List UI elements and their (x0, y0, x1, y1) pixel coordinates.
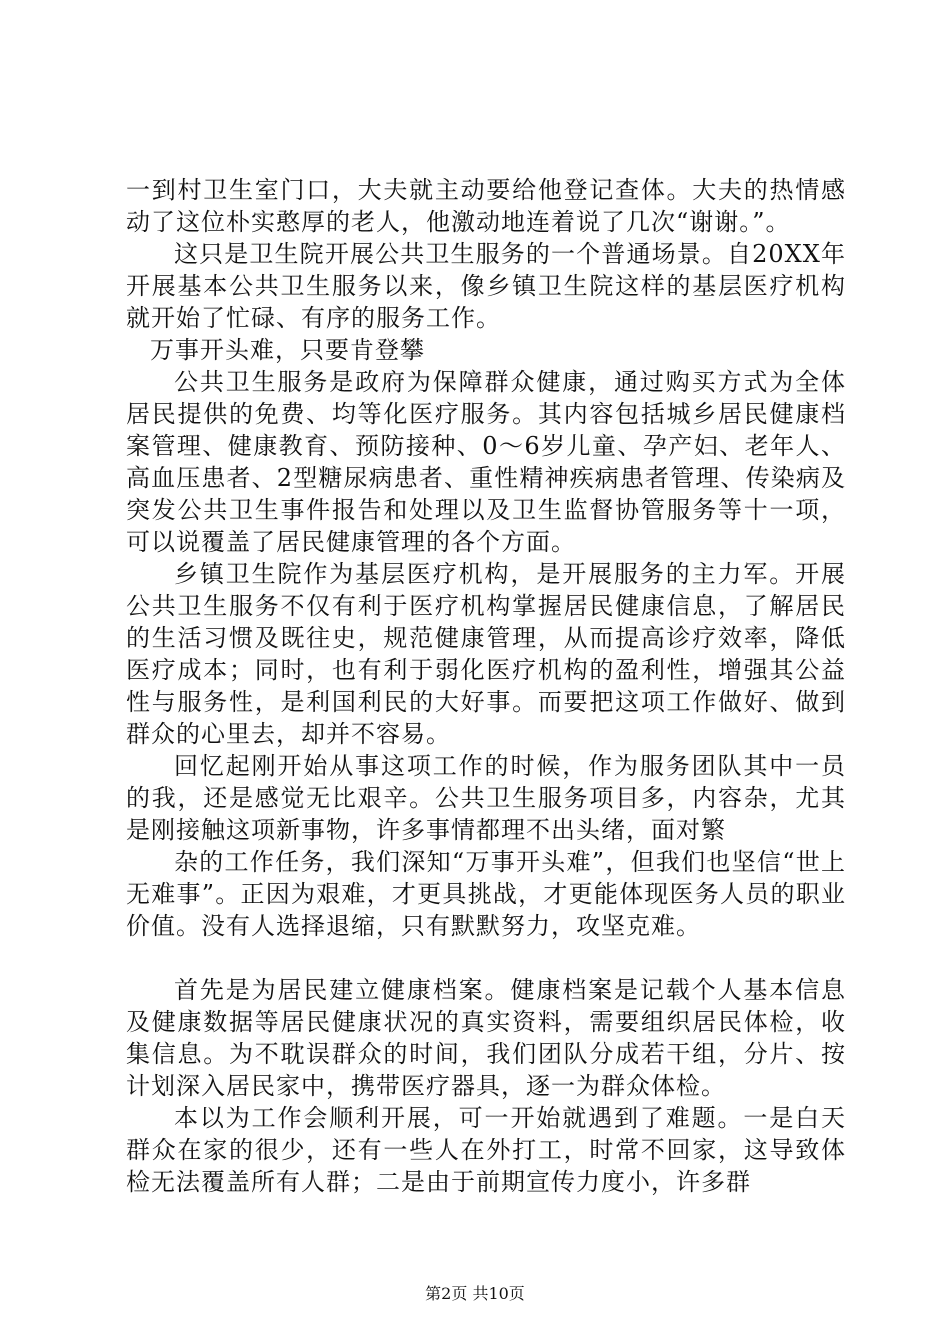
paragraph-3: 公共卫生服务是政府为保障群众健康，通过购买方式为全体居民提供的免费、均等化医疗服务。其内容包括城乡居民健康档案管理、健康教育、预防接种、0～6岁儿童、孕产妇、老年人、高血压患者、2型糖尿病患者、重性精神疾病患者管理、传染病及突发公共卫生事件报告和处理以及卫生监督协管服务等十一项，可以说覆盖了居民健康管理的各个方面。 (126, 368, 846, 556)
paragraph-7: 首先是为居民建立健康档案。健康档案是记载个人基本信息及健康数据等居民健康状况的真实资料，需要组织居民体检，收集信息。为不耽误群众的时间，我们团队分成若干组，分片、按计划深入居民家中，携带医疗器具，逐一为群众体检。 (126, 976, 846, 1100)
page-footer: 第2页 共10页 (425, 1284, 525, 1303)
paragraph-2: 这只是卫生院开展公共卫生服务的一个普通场景。自20XX年开展基本公共卫生服务以来，像乡镇卫生院这样的基层医疗机构就开始了忙碌、有序的服务工作。 (126, 240, 846, 332)
paragraph-1: 一到村卫生室门口，大夫就主动要给他登记查体。大夫的热情感动了这位朴实憨厚的老人，他激动地连着说了几次“谢谢。”。 (126, 176, 846, 236)
paragraph-8: 本以为工作会顺利开展，可一开始就遇到了难题。一是白天群众在家的很少，还有一些人在外打工，时常不回家，这导致体检无法覆盖所有人群；二是由于前期宣传力度小，许多群 (126, 1104, 846, 1196)
paragraph-5: 回忆起刚开始从事这项工作的时候，作为服务团队其中一员的我，还是感觉无比艰辛。公共卫生服务项目多，内容杂，尤其是刚接触这项新事物，许多事情都理不出头绪，面对繁 (126, 752, 846, 844)
paragraph-gap (126, 942, 846, 974)
body-text (126, 174, 846, 1198)
paragraph-4: 乡镇卫生院作为基层医疗机构，是开展服务的主力军。开展公共卫生服务不仅有利于医疗机构掌握居民健康信息，了解居民的生活习惯及既往史，规范健康管理，从而提高诊疗效率，降低医疗成本；同时，也有利于弱化医疗机构的盈利性，增强其公益性与服务性，是利国利民的大好事。而要把这项工作做好、做到群众的心里去，却并不容易。 (126, 560, 846, 748)
paragraph-6: 杂的工作任务，我们深知“万事开头难”，但我们也坚信“世上无难事”。正因为艰难，才更具挑战，才更能体现医务人员的职业价值。没有人选择退缩，只有默默努力，攻坚克难。 (126, 848, 846, 940)
section-heading: 万事开头难，只要肯登攀 (150, 336, 425, 364)
